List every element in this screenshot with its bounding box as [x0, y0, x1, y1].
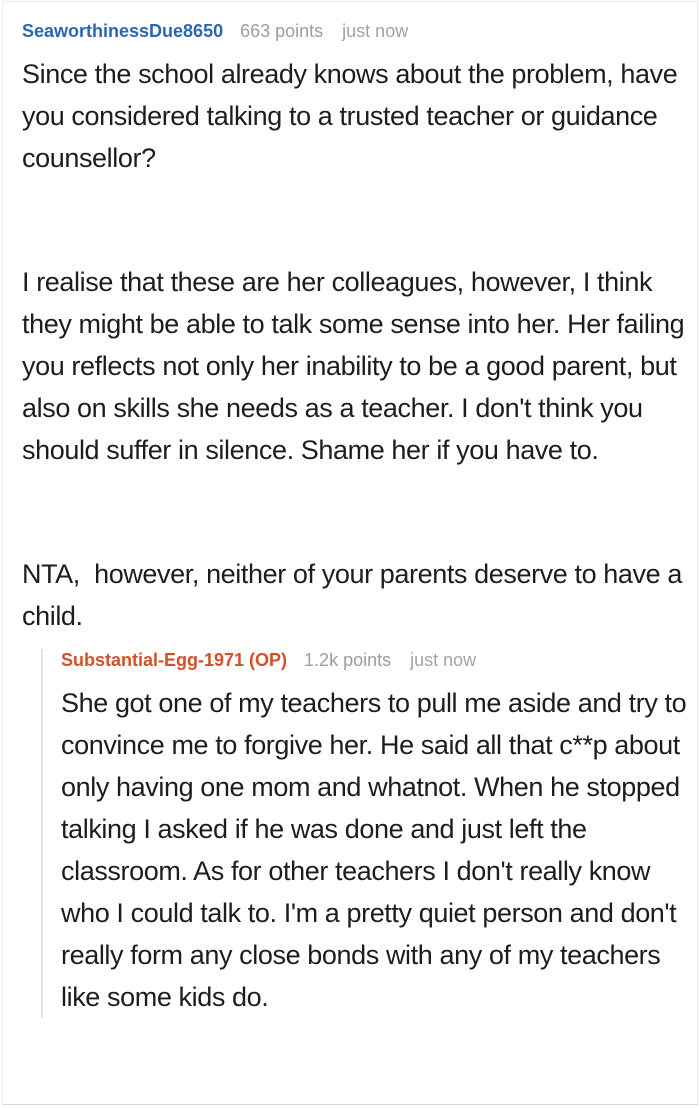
points-label: 663 points [240, 21, 324, 41]
timestamp: just now [410, 650, 477, 670]
author-link-op[interactable]: Substantial-Egg-1971 (OP) [61, 650, 288, 670]
comment-paragraph: I realise that these are her colleagues, however, I think they might be able to talk some sense into her. Her failing you reflects not only her inability to be a good parent, but also on skills she needs as a teacher. I don't think you should suffer in silence. Shame her if you have to. [22, 267, 692, 465]
points-label: 1.2k points [304, 650, 392, 670]
comment-meta-row [22, 20, 691, 42]
timestamp: just now [342, 21, 409, 41]
comment-paragraph: NTA, however, neither of your parents deserve to have a child. [22, 559, 690, 631]
reply-paragraph: She got one of my teachers to pull me aside and try to convince me to forgive her. He said all that c**p about only having one mom and whatnot. When he stopped talking I asked if he was done and just left the classroom. As for other teachers I don't really know who I could talk to. I'm a pretty quiet person and don't really form any close bonds with any of my teachers like some kids do. [61, 688, 694, 1012]
author-link[interactable]: SeaworthinessDue8650 [22, 21, 224, 41]
comment-top-level [3, 2, 697, 1018]
comment-card [2, 1, 698, 1105]
reply-comment [41, 649, 694, 1018]
comment-paragraph: Since the school already knows about the problem, have you considered talking to a trusted teacher or guidance counsellor? [22, 59, 685, 173]
reply-meta-row [61, 649, 691, 671]
